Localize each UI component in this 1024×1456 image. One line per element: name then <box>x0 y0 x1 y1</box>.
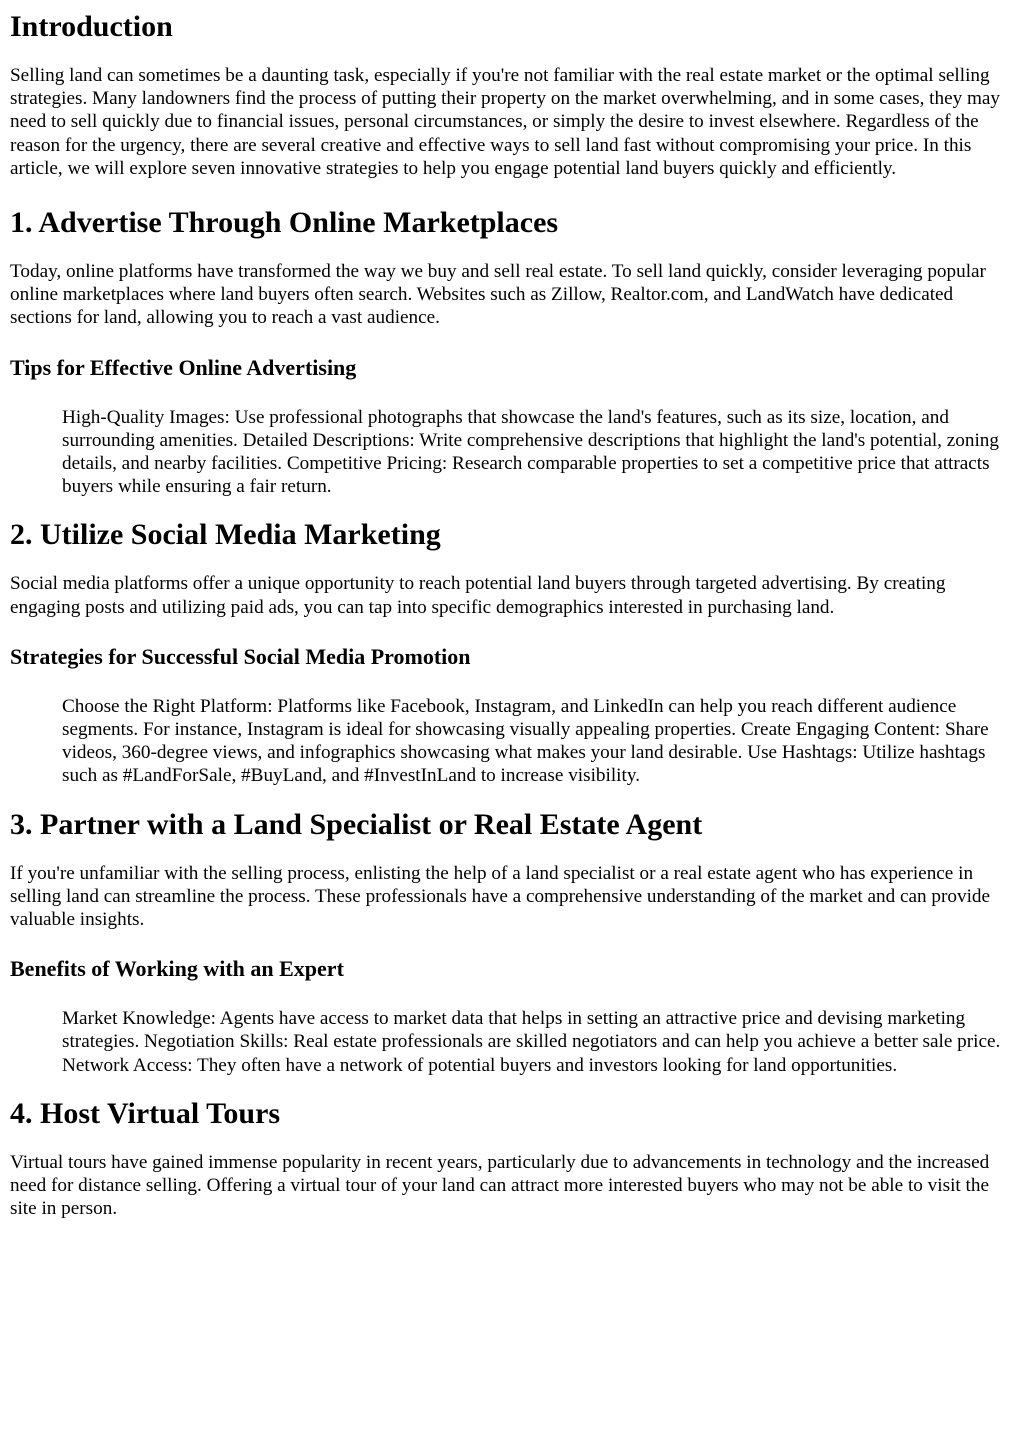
intro-heading: Introduction <box>10 10 173 43</box>
section-1-tips: High-Quality Images: Use professional photographs that showcase the land's features, such as its size, location, and surrounding amenities. Detailed Descriptions: Write comprehensive descriptions that highlight the land's potential, zoning details, and nearby facilities. Competitive Pricing: Research comparable properties to set a competitive price that attracts buyers while ensuring a fair return. <box>62 406 999 498</box>
section-2-paragraph: Social media platforms offer a unique opportunity to reach potential land buyers through targeted advertising. By creating engaging posts and utilizing paid ads, you can tap into specific demographics interested in purchasing land. <box>10 573 946 618</box>
intro-paragraph: Selling land can sometimes be a daunting task, especially if you're not familiar with the real estate market or the optimal selling strategies. Many landowners find the process of putting their property on the market overwhelming, and in some cases, they may need to sell quickly due to financial issues, personal circumstances, or simply the desire to invest elsewhere. Regardless of the reason for the urgency, there are several creative and effective ways to sell land fast without compromising your price. In this article, we will explore seven innovative strategies to help you engage potential land buyers quickly and efficiently. <box>10 65 1001 179</box>
section-4-paragraph: Virtual tours have gained immense popularity in recent years, particularly due to advancements in technology and the increased need for distance selling. Offering a virtual tour of your land can attract more interested buyers who may not be able to visit the site in person. <box>10 1151 990 1220</box>
section-1-paragraph: Today, online platforms have transformed the way we buy and sell real estate. To sell land quickly, consider leveraging popular online marketplaces where land buyers often search. Websites such as Zillow, Realtor.com, and LandWatch have dedicated sections for land, allowing you to reach a vast audience. <box>10 261 986 329</box>
section-3-benefits: Market Knowledge: Agents have access to market data that helps in setting an attractive price and devising marketing strategies. Negotiation Skills: Real estate professionals are skilled negotiators and can help you achieve a better sale price. Network Access: They often have a network of potential buyers and investors looking for land opportunities. <box>62 1008 1001 1076</box>
section-2-strategies: Choose the Right Platform: Platforms like Facebook, Instagram, and LinkedIn can help you reach different audience segments. For instance, Instagram is ideal for showcasing visually appealing properties. Create Engaging Content: Share videos, 360-degree views, and infographics showcasing what makes your land desirable. Use Hashtags: Utilize hashtags such as #LandForSale, #BuyLand, and #InvestInLand to increase visibility. <box>62 695 989 787</box>
section-3-subheading: Benefits of Working with an Expert <box>10 956 344 982</box>
article <box>0 10 1024 1220</box>
section-4-heading: 4. Host Virtual Tours <box>10 1096 281 1130</box>
section-3-paragraph: If you're unfamiliar with the selling process, enlisting the help of a land specialist or a real estate agent who has experience in selling land can streamline the process. These professionals have a comprehensive understanding of the market and can provide valuable insights. <box>10 862 991 931</box>
section-2-subheading: Strategies for Successful Social Media Promotion <box>10 643 471 669</box>
section-3-heading: 3. Partner with a Land Specialist or Real Estate Agent <box>10 807 703 841</box>
section-1-subheading: Tips for Effective Online Advertising <box>10 354 357 380</box>
section-2-heading: 2. Utilize Social Media Marketing <box>10 518 441 552</box>
section-1-heading: 1. Advertise Through Online Marketplaces <box>10 206 559 240</box>
